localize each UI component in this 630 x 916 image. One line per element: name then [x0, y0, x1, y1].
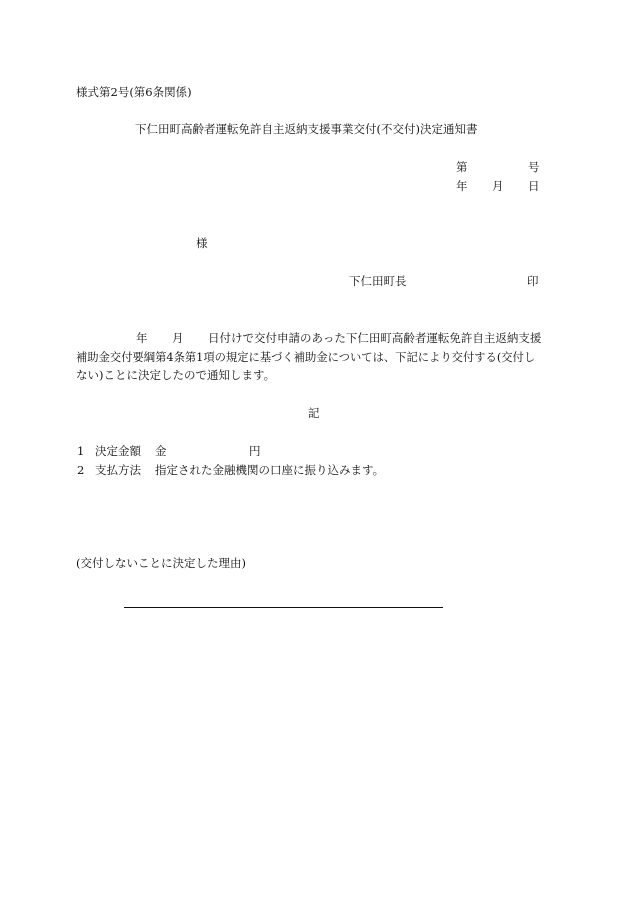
item-label: 支払方法	[95, 463, 141, 477]
item-number: 1	[77, 444, 85, 458]
reason-label: (交付しないことに決定した理由)	[76, 556, 246, 570]
date-hi: 日	[528, 179, 540, 193]
item-label: 決定金額	[95, 444, 141, 458]
ki-heading: 記	[308, 406, 320, 420]
body-date-nen: 年	[136, 331, 148, 345]
issuer-name: 下仁田町長	[349, 274, 407, 288]
item-value: 指定された金融機関の口座に振り込みます。	[155, 463, 385, 477]
doc-number-go: 号	[528, 160, 540, 174]
date-nen: 年	[456, 179, 468, 193]
item-number: 2	[77, 463, 85, 477]
item-value-prefix: 金	[155, 444, 167, 458]
body-line-3: ない)ことに決定したので通知します。	[76, 368, 276, 382]
seal-mark: 印	[527, 274, 539, 288]
addressee-sama: 様	[196, 236, 208, 250]
doc-number-dai: 第	[456, 160, 468, 174]
body-date-tsuki: 月	[172, 331, 184, 345]
body-line-1: 日付けで交付申請のあった下仁田町高齢者運転免許自主返納支援	[208, 331, 542, 345]
reason-underline	[124, 607, 443, 608]
body-line-2: 補助金交付要綱第4条第1項の規定に基づく補助金については、下記により交付する(交付し	[76, 351, 536, 364]
document-title: 下仁田町高齢者運転免許自主返納支援事業交付(不交付)決定通知書	[135, 122, 478, 136]
item-value-suffix: 円	[249, 444, 261, 458]
date-tsuki: 月	[492, 179, 504, 193]
form-label: 様式第2号(第6条関係)	[76, 85, 192, 99]
